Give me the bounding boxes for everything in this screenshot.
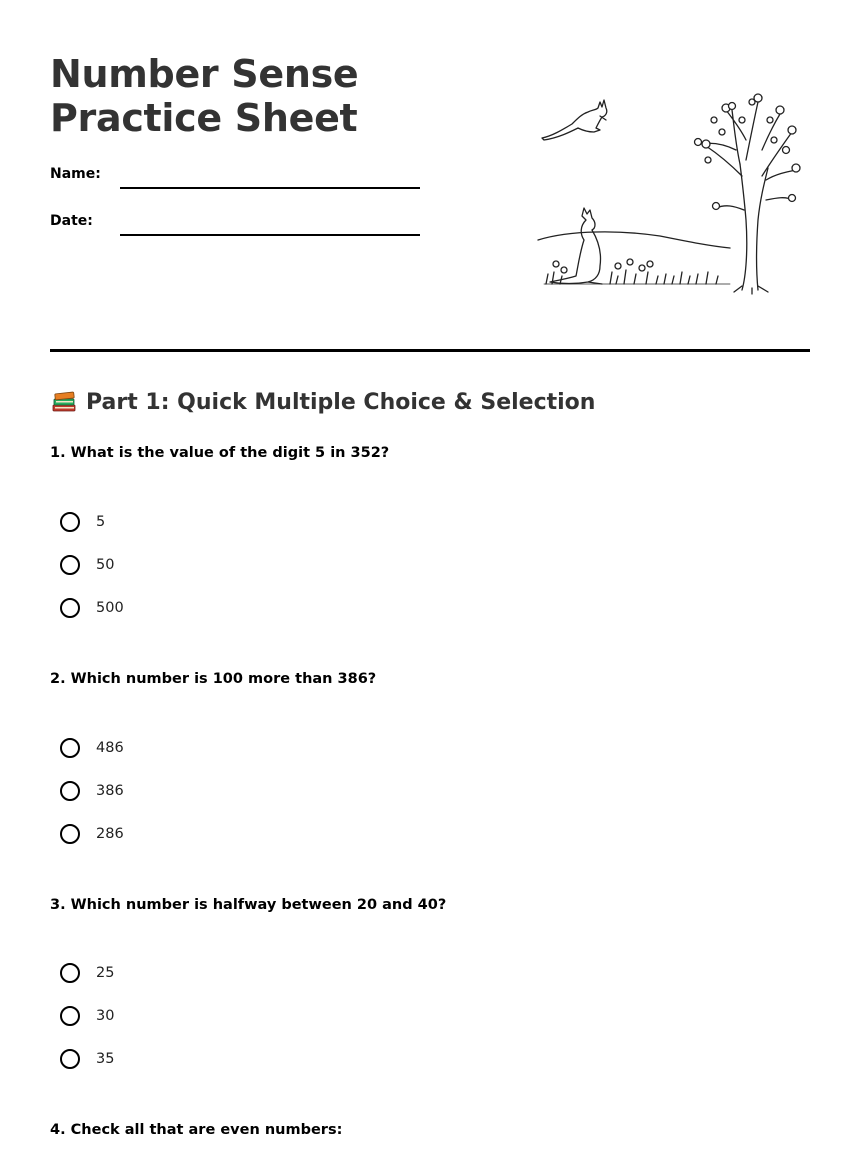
option-label: 25	[96, 965, 115, 981]
question-2-option-2[interactable]	[60, 779, 124, 803]
question-1-option-1[interactable]	[60, 510, 105, 534]
radio-button[interactable]	[60, 1006, 80, 1026]
option-label: 35	[96, 1051, 115, 1067]
option-label: 50	[96, 557, 115, 573]
date-label: Date:	[50, 213, 93, 229]
name-label: Name:	[50, 166, 101, 182]
question-1: 1. What is the value of the digit 5 in 352?	[50, 445, 390, 461]
tree-drawing	[695, 94, 801, 294]
question-3: 3. Which number is halfway between 20 and 40?	[50, 897, 447, 913]
section-divider	[50, 349, 810, 352]
question-1-option-2[interactable]	[60, 553, 114, 577]
question-3-option-2[interactable]	[60, 1004, 114, 1028]
option-label: 486	[96, 740, 124, 756]
question-4: 4. Check all that are even numbers:	[50, 1122, 343, 1138]
option-label: 5	[96, 514, 106, 530]
option-label: 500	[96, 600, 124, 616]
radio-button[interactable]	[60, 738, 80, 758]
question-1-option-3[interactable]	[60, 596, 124, 620]
page-title: Number Sense Practice Sheet	[50, 52, 359, 140]
jumping-kangaroo-drawing	[542, 100, 607, 140]
sitting-kangaroo-drawing	[550, 208, 602, 284]
option-label: 286	[96, 826, 124, 842]
question-2-option-3[interactable]	[60, 822, 124, 846]
name-field[interactable]	[120, 187, 420, 189]
question-3-option-3[interactable]	[60, 1047, 114, 1071]
option-label: 30	[96, 1008, 115, 1024]
radio-button[interactable]	[60, 1049, 80, 1069]
part1-heading-text: Part 1: Quick Multiple Choice & Selection	[86, 389, 596, 415]
question-2: 2. Which number is 100 more than 386?	[50, 671, 377, 687]
radio-button[interactable]	[60, 824, 80, 844]
radio-button[interactable]	[60, 781, 80, 801]
option-label: 386	[96, 783, 124, 799]
books-icon	[50, 388, 78, 416]
radio-button[interactable]	[60, 555, 80, 575]
radio-button[interactable]	[60, 598, 80, 618]
question-3-option-1[interactable]	[60, 961, 114, 985]
part1-heading	[50, 388, 595, 416]
radio-button[interactable]	[60, 512, 80, 532]
date-field[interactable]	[120, 234, 420, 236]
grass-flowers-drawing	[544, 259, 730, 284]
hill-line	[538, 232, 730, 248]
question-2-option-1[interactable]	[60, 736, 124, 760]
radio-button[interactable]	[60, 963, 80, 983]
kangaroo-tree-illustration	[530, 80, 810, 300]
